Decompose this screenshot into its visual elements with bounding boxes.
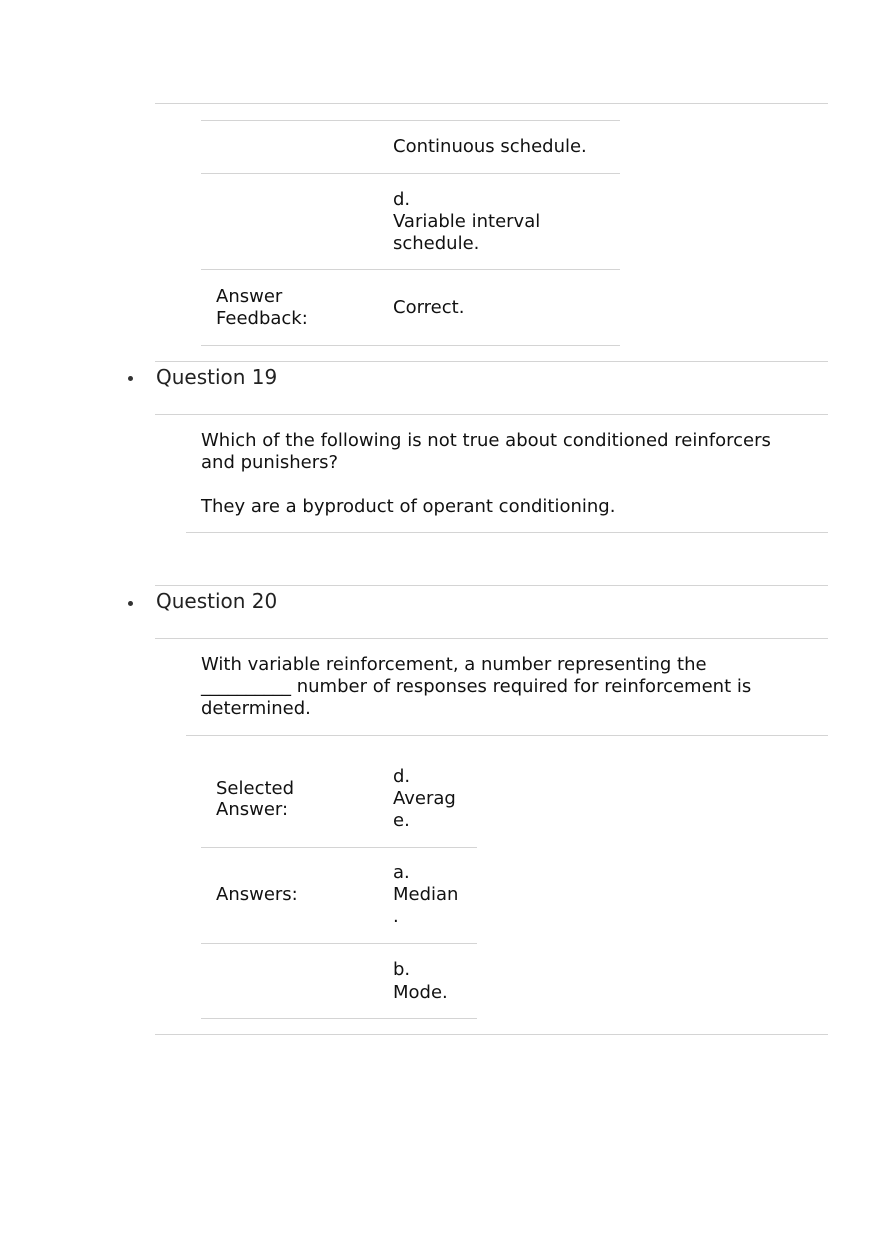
question-20-title: Question 20 bbox=[156, 589, 278, 613]
question-20-prompt-line1: With variable reinforcement, a number representing the bbox=[201, 654, 707, 675]
answers-label: Answers: bbox=[216, 884, 298, 905]
section-divider-bottom bbox=[155, 1034, 828, 1035]
answer-a-line2: . bbox=[393, 906, 399, 927]
question-19-answer: They are a byproduct of operant conditioning. bbox=[201, 496, 616, 517]
feedback-label-line1: Answer bbox=[216, 286, 283, 307]
selected-answer-label-line1: Selected bbox=[216, 778, 295, 799]
question-19-prompt-line2: and punishers? bbox=[201, 452, 339, 473]
table-rule bbox=[201, 847, 477, 848]
question-19-title: Question 19 bbox=[156, 365, 278, 389]
answer-a-letter: a. bbox=[393, 862, 410, 883]
selected-answer-line1: Averag bbox=[393, 788, 456, 809]
question-divider bbox=[186, 532, 828, 533]
selected-answer-line2: e. bbox=[393, 810, 410, 831]
answer-b-text: Mode. bbox=[393, 982, 448, 1003]
answer-option-d-letter: d. bbox=[393, 189, 411, 210]
table-rule bbox=[201, 943, 477, 944]
selected-answer-letter: d. bbox=[393, 766, 411, 787]
question-20-prompt-line3: determined. bbox=[201, 698, 311, 719]
answer-option-c: Continuous schedule. bbox=[393, 136, 587, 157]
section-divider-top bbox=[155, 103, 828, 104]
answer-option-d-line1: Variable interval bbox=[393, 211, 541, 232]
question-divider bbox=[155, 361, 828, 362]
answer-b-letter: b. bbox=[393, 959, 411, 980]
table-rule bbox=[201, 120, 620, 121]
table-rule bbox=[201, 1018, 477, 1019]
table-rule bbox=[201, 345, 620, 346]
question-19-prompt-line1: Which of the following is not true about conditioned reinforcers bbox=[201, 430, 771, 451]
question-divider bbox=[155, 414, 828, 415]
feedback-value: Correct. bbox=[393, 297, 465, 318]
table-rule bbox=[201, 269, 620, 270]
question-divider bbox=[155, 585, 828, 586]
table-rule bbox=[201, 173, 620, 174]
answer-a-line1: Median bbox=[393, 884, 459, 905]
question-divider bbox=[186, 735, 828, 736]
question-20-prompt-line2: __________ number of responses required for reinforcement is bbox=[201, 676, 752, 697]
bullet-icon bbox=[128, 601, 133, 606]
selected-answer-label-line2: Answer: bbox=[216, 799, 289, 820]
bullet-icon bbox=[128, 376, 133, 381]
question-divider bbox=[155, 638, 828, 639]
answer-option-d-line2: schedule. bbox=[393, 233, 480, 254]
feedback-label-line2: Feedback: bbox=[216, 308, 308, 329]
